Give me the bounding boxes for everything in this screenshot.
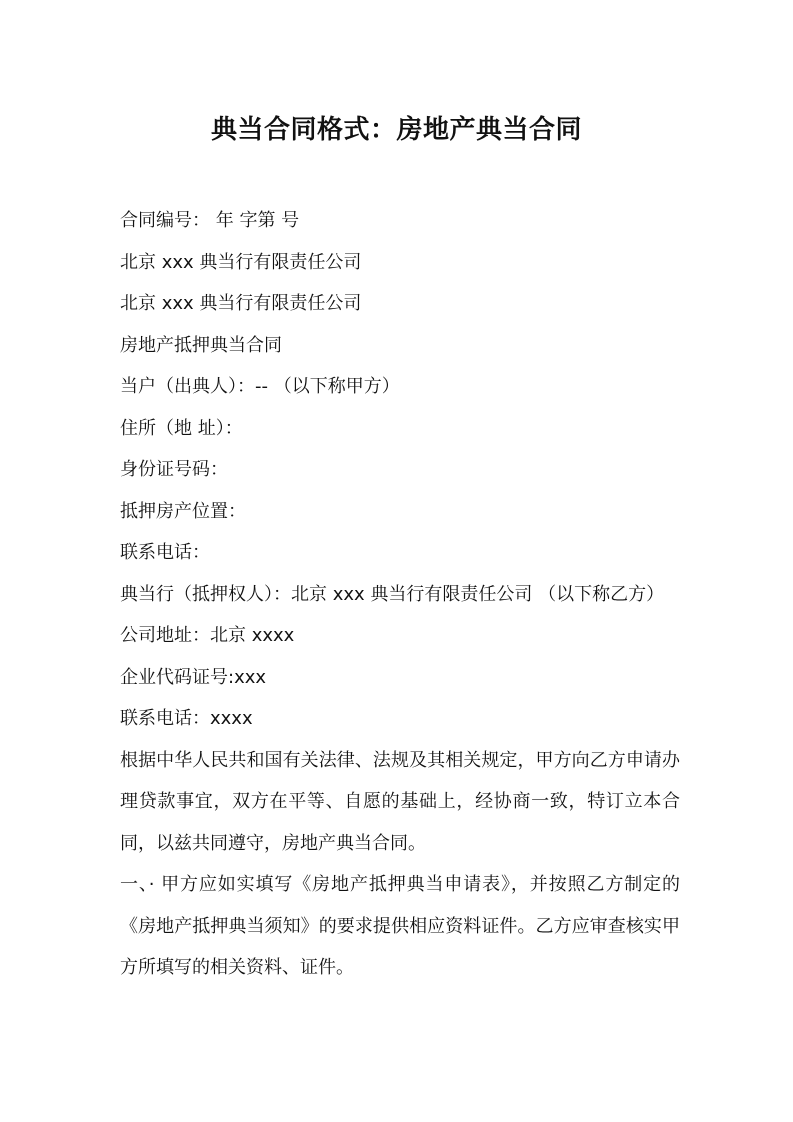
contract-number-line: 合同编号： 年 字第 号 [120, 210, 300, 231]
property-location-line: 抵押房产位置： [120, 500, 246, 522]
phone-line: 联系电话： [120, 542, 210, 563]
company-phone-line: 联系电话：xxxx [120, 708, 253, 729]
document-body [120, 200, 680, 989]
contract-type-line: 房地产抵押典当合同 [120, 334, 282, 356]
preamble-paragraph: 根据中华人民共和国有关法律、法规及其相关规定，甲方向乙方申请办理贷款事宜，双方在平等、自愿的基础上，经协商一致，特订立本合同，以兹共同遵守，房地产典当合同。 [120, 749, 680, 854]
company-address-line: 公司地址：北京 xxxx [120, 625, 295, 646]
company-name-line: 北京 xxx 典当行有限责任公司 [120, 293, 362, 314]
document-title: 典当合同格式：房地产典当合同 [210, 115, 582, 145]
party-b-line: 典当行（抵押权人）：北京 xxx 典当行有限责任公司 （以下称乙方） [120, 583, 665, 605]
id-number-line: 身份证号码： [120, 459, 228, 480]
party-a-line: 当户（出典人）：-- （以下称甲方） [120, 376, 400, 397]
clause-1-paragraph: 一、· 甲方应如实填写《房地产抵押典当申请表》，并按照乙方制定的《房地产抵押典当须知》的要求提供相应资料证件。乙方应审查核实甲方所填写的相关资料、证件。 [120, 874, 680, 978]
enterprise-code-line: 企业代码证号:xxx [120, 666, 267, 688]
address-line: 住所（地 址）： [120, 417, 243, 439]
company-name-line: 北京 xxx 典当行有限责任公司 [120, 251, 362, 273]
